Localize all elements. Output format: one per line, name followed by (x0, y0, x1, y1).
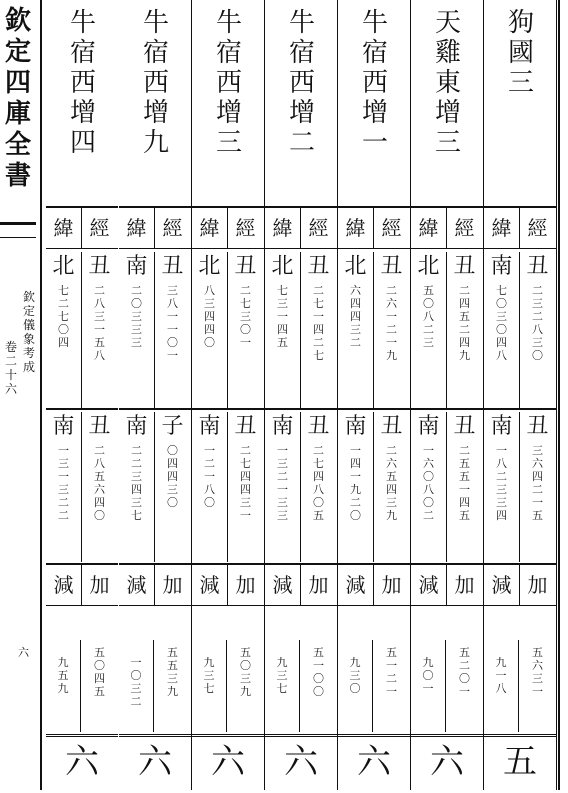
add-label: 加 (89, 573, 110, 597)
latitude-label: 緯 (484, 208, 520, 248)
coordinate-header (46, 208, 118, 249)
epoch2-coordinates (46, 412, 118, 562)
magnitude: 六 (411, 734, 483, 793)
longitude-value: 二 七 四 八 〇 五 (313, 444, 324, 522)
add-label: 加 (381, 573, 402, 597)
latitude-direction: 南 (271, 414, 294, 439)
latitude-label: 緯 (411, 208, 447, 248)
correction-header (119, 565, 191, 606)
star-column (192, 0, 265, 790)
star-column (46, 0, 118, 790)
coordinate-header (338, 208, 410, 249)
latitude-value: 二 二 三 四 三 七 (131, 444, 142, 522)
longitude-branch: 丑 (161, 254, 184, 279)
latitude-value: 一 三 一 三 二 二 (58, 444, 69, 522)
add-value: 五 二 〇 一 (459, 646, 470, 698)
correction-values (265, 640, 337, 732)
subtract-value: 一 〇 三 二 (130, 656, 142, 708)
correction-header (265, 565, 337, 606)
star-column (411, 0, 484, 790)
longitude-value: 三 六 四 二 一 五 (532, 444, 543, 522)
star-name: 狗 國 三 (484, 0, 556, 208)
star-catalog-table (40, 0, 560, 790)
subtract-label: 減 (192, 565, 228, 605)
epoch1-coordinates (338, 252, 410, 408)
latitude-direction: 南 (125, 254, 148, 279)
page-number: 六 (18, 646, 29, 659)
magnitude: 六 (338, 734, 410, 793)
longitude-branch: 丑 (453, 414, 476, 439)
correction-header (192, 565, 264, 606)
latitude-direction: 南 (198, 414, 221, 439)
latitude-value: 一 四 一 九 二 〇 (350, 444, 361, 522)
longitude-branch: 丑 (234, 254, 257, 279)
longitude-value: 二 七 一 四 二 七 (313, 284, 324, 362)
latitude-direction: 南 (490, 414, 513, 439)
latitude-label: 緯 (119, 208, 155, 248)
epoch1-coordinates (411, 252, 483, 408)
longitude-value: 三 八 一 一 〇 一 (167, 284, 178, 362)
longitude-label: 經 (235, 216, 256, 240)
latitude-direction: 北 (198, 254, 221, 279)
longitude-value: 二 五 五 一 四 五 (459, 444, 470, 522)
row-divider (192, 408, 264, 410)
coordinate-header (484, 208, 556, 249)
correction-values (411, 640, 483, 732)
correction-header (411, 565, 483, 606)
row-divider (411, 408, 483, 410)
correction-values (192, 640, 264, 732)
latitude-direction: 南 (490, 254, 513, 279)
book-title: 欽 定 儀 象 考 成 (22, 290, 35, 374)
latitude-direction: 北 (417, 254, 440, 279)
epoch2-coordinates (265, 412, 337, 562)
latitude-value: 一 二 一 八 〇 (204, 444, 215, 509)
longitude-value: 二 六 一 二 一 九 (386, 284, 397, 362)
subtract-value: 九 五 九 (57, 656, 69, 695)
longitude-branch: 丑 (88, 414, 111, 439)
row-divider (265, 408, 337, 410)
star-column (484, 0, 557, 790)
epoch1-coordinates (484, 252, 556, 408)
add-value: 五 五 三 九 (167, 646, 178, 698)
row-divider (119, 408, 191, 410)
latitude-value: 五 〇 八 二 三 (423, 284, 434, 349)
library-title: 欽 定 四 庫 全 書 (4, 6, 31, 191)
latitude-value: 二 〇 三 三 三 (131, 284, 142, 349)
magnitude: 六 (265, 734, 337, 793)
correction-header (338, 565, 410, 606)
add-value: 五 一 〇 〇 (313, 646, 324, 698)
add-label: 加 (235, 573, 256, 597)
longitude-value: 二 七 四 四 三 一 (240, 444, 251, 522)
longitude-value: 二 七 三 〇 一 (240, 284, 251, 349)
subtract-label: 減 (46, 565, 82, 605)
star-name: 牛 宿 西 增 一 (338, 0, 410, 208)
longitude-value: 〇 四 四 三 〇 (167, 444, 178, 509)
longitude-branch: 丑 (307, 254, 330, 279)
longitude-branch: 丑 (380, 414, 403, 439)
star-name: 牛 宿 西 增 三 (192, 0, 264, 208)
longitude-branch: 丑 (307, 414, 330, 439)
latitude-direction: 南 (125, 414, 148, 439)
epoch1-coordinates (46, 252, 118, 408)
star-column (265, 0, 338, 790)
correction-header (46, 565, 118, 606)
magnitude: 六 (46, 734, 118, 793)
star-name: 牛 宿 西 增 二 (265, 0, 337, 208)
star-name: 牛 宿 西 增 四 (46, 0, 118, 208)
magnitude: 六 (192, 734, 264, 793)
latitude-label: 緯 (338, 208, 374, 248)
latitude-direction: 北 (52, 254, 75, 279)
subtract-value: 九 三 七 (276, 656, 288, 695)
epoch2-coordinates (192, 412, 264, 562)
longitude-label: 經 (162, 216, 183, 240)
latitude-value: 一 三 二 一 三 三 (277, 444, 288, 522)
latitude-value: 六 四 四 三 二 (350, 284, 361, 349)
page-margin (0, 0, 40, 790)
star-column (338, 0, 411, 790)
longitude-branch: 丑 (526, 414, 549, 439)
add-value: 五 〇 四 五 (94, 646, 105, 698)
add-label: 加 (454, 573, 475, 597)
coordinate-header (119, 208, 191, 249)
correction-values (46, 640, 118, 732)
fishtail-mark (0, 222, 36, 238)
longitude-label: 經 (89, 216, 110, 240)
latitude-direction: 南 (52, 414, 75, 439)
longitude-branch: 丑 (526, 254, 549, 279)
latitude-direction: 北 (344, 254, 367, 279)
latitude-label: 緯 (192, 208, 228, 248)
star-name: 牛 宿 西 增 九 (119, 0, 191, 208)
add-label: 加 (308, 573, 329, 597)
longitude-label: 經 (308, 216, 329, 240)
latitude-value: 七 二 七 〇 四 (58, 284, 69, 349)
latitude-value: 七 三 一 四 五 (277, 284, 288, 349)
subtract-label: 減 (411, 565, 447, 605)
subtract-label: 減 (338, 565, 374, 605)
latitude-value: 八 三 四 四 〇 (204, 284, 215, 349)
latitude-direction: 南 (417, 414, 440, 439)
add-label: 加 (527, 573, 548, 597)
subtract-value: 九 三 七 (203, 656, 215, 695)
longitude-value: 二 四 五 二 四 九 (459, 284, 470, 362)
latitude-label: 緯 (265, 208, 301, 248)
epoch1-coordinates (192, 252, 264, 408)
subtract-value: 九 〇 一 (422, 656, 434, 695)
longitude-label: 經 (381, 216, 402, 240)
star-name: 天 雞 東 增 三 (411, 0, 483, 208)
epoch2-coordinates (119, 412, 191, 562)
epoch2-coordinates (411, 412, 483, 562)
subtract-value: 九 三 〇 (349, 656, 361, 695)
longitude-value: 二 三 二 八 三 〇 (532, 284, 543, 362)
volume-label: 卷 二 十 六 (4, 340, 17, 396)
row-divider (338, 408, 410, 410)
latitude-direction: 南 (344, 414, 367, 439)
add-value: 五 六 三 一 (532, 646, 543, 698)
row-divider (46, 408, 118, 410)
longitude-branch: 丑 (453, 254, 476, 279)
row-divider (484, 408, 556, 410)
longitude-branch: 丑 (234, 414, 257, 439)
longitude-label: 經 (527, 216, 548, 240)
subtract-value: 九 一 八 (495, 656, 507, 695)
longitude-branch: 丑 (88, 254, 111, 279)
coordinate-header (265, 208, 337, 249)
longitude-value: 二 八 五 六 四 〇 (94, 444, 105, 522)
coordinate-header (192, 208, 264, 249)
coordinate-header (411, 208, 483, 249)
latitude-label: 緯 (46, 208, 82, 248)
add-value: 五 一 二 一 (386, 646, 397, 698)
subtract-label: 減 (484, 565, 520, 605)
correction-values (484, 640, 556, 732)
add-label: 加 (162, 573, 183, 597)
epoch1-coordinates (119, 252, 191, 408)
correction-values (338, 640, 410, 732)
epoch2-coordinates (484, 412, 556, 562)
subtract-label: 減 (119, 565, 155, 605)
latitude-value: 七 〇 三 〇 四 八 (496, 284, 507, 362)
correction-values (119, 640, 191, 732)
correction-header (484, 565, 556, 606)
latitude-direction: 北 (271, 254, 294, 279)
latitude-value: 一 六 〇 八 〇 二 (423, 444, 434, 522)
epoch1-coordinates (265, 252, 337, 408)
longitude-value: 二 八 三 一 五 八 (94, 284, 105, 362)
longitude-value: 二 六 五 四 三 九 (386, 444, 397, 522)
longitude-label: 經 (454, 216, 475, 240)
epoch2-coordinates (338, 412, 410, 562)
add-value: 五 〇 三 九 (240, 646, 251, 698)
longitude-branch: 丑 (380, 254, 403, 279)
star-column (119, 0, 192, 790)
latitude-value: 一 八 二 三 三 四 (496, 444, 507, 522)
magnitude: 五 (484, 734, 556, 793)
longitude-branch: 子 (161, 414, 184, 439)
magnitude: 六 (119, 734, 191, 793)
subtract-label: 減 (265, 565, 301, 605)
